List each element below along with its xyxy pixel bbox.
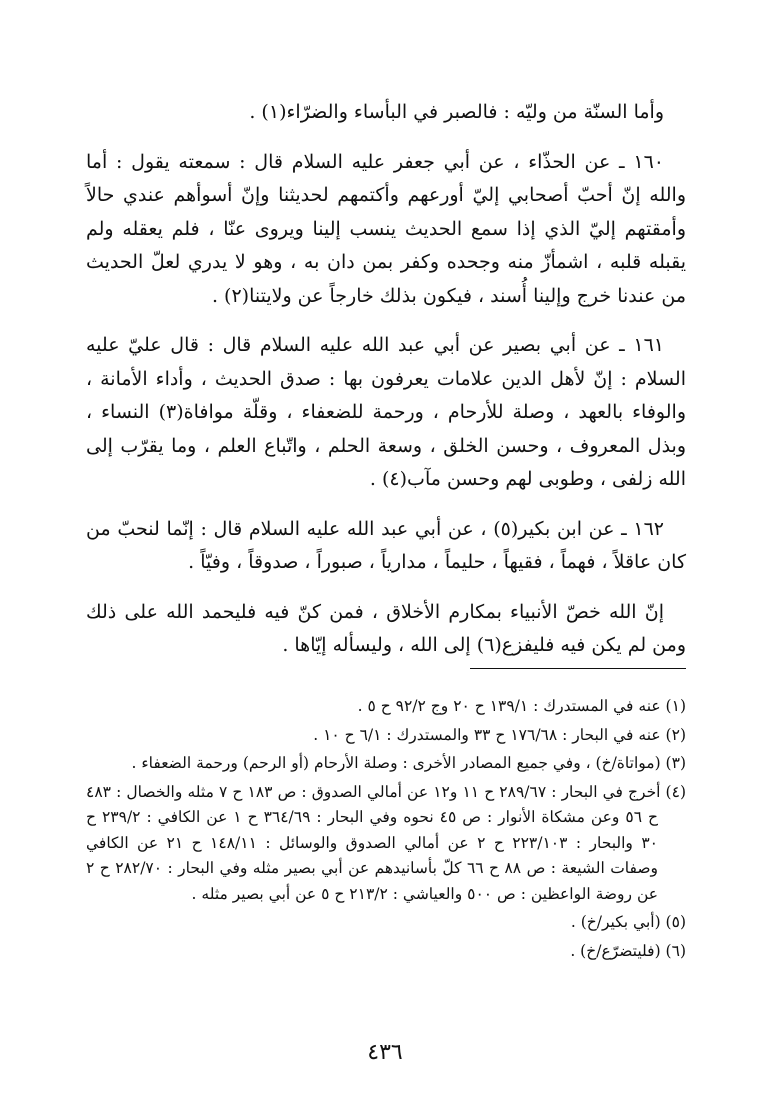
paragraph-hadith-161: ١٦١ ـ عن أبي بصير عن أبي عبد الله عليه السلام قال : قال عليّ عليه السلام : إنّ لأهل الدين علامات يعرفون بها : صدق الحديث ، وأداء الأمانة ، والوفاء بالعهد ، وصلة للأرحام ، ورحمة للضعفاء ، وقلّة موافاة(٣) النساء ، وبذل المعروف ، وحسن الخلق ، وسعة الحلم ، واتّباع العلم ، وما يقرّب إلى الله زلفى ، وطوبى لهم وحسن مآب(٤) . <box>86 334 687 490</box>
page-number: ٤٣٦ <box>367 1040 403 1065</box>
footnote-6: (٦) (فليتضرّع/خ) . <box>570 941 686 960</box>
paragraph-intro: وأما السنّة من وليّه : فالصبر في البأساء والضرّاء(١) . <box>249 101 664 123</box>
paragraph-hadith-162: ١٦٢ ـ عن ابن بكير(٥) ، عن أبي عبد الله عليه السلام قال : إنّما لنحبّ من كان عاقلاً ، فهماً ، فقيهاً ، حليماً ، مدارياً ، صبوراً ، صدوقاً ، وفيّاً . <box>86 517 686 573</box>
paragraph-hadith-160: ١٦٠ ـ عن الحذّاء ، عن أبي جعفر عليه السلام قال : سمعته يقول : أما والله إنّ أحبّ أصحابي إليّ أورعهم وأكتمهم لحديثنا وإنّ أسوأهم عندي حالاً وأمقتهم إليّ الذي إذا سمع الحديث ينسب إلينا ويروى عنّا ، فلم يعقله ولم يقبله قلبه ، اشمأزّ منه وجحده وكفر بمن دان به ، وهو لا يدري لعلّ الحديث من عندنا خرج وإلينا أُسند ، فيكون بذلك خارجاً عن ولايتنا(٢) . <box>86 150 686 307</box>
main-text <box>86 96 686 679</box>
footnote-separator <box>470 668 686 669</box>
footnotes <box>86 694 686 967</box>
paragraph-closing: إنّ الله خصّ الأنبياء بمكارم الأخلاق ، فمن كنّ فيه فليحمد الله على ذلك ومن لم يكن فيه فليفزع(٦) إلى الله ، وليسأله إيّاها . <box>86 600 686 656</box>
footnote-3: (٣) (مواتاة/خ) ، وفي جميع المصادر الأخرى : وصلة الأرحام (أو الرحم) ورحمة الضعفاء . <box>131 754 686 772</box>
footnote-4: (٤) أخرج في البحار : ٢٨٩/٦٧ ح ١١ و١٢ عن أمالي الصدوق : ص ١٨٣ ح ٧ مثله والخصال : ٤٨٣ ح ٥٦ وعن مشكاة الأنوار : ص ٤٥ نحوه وفي البحار : ٣٦٤/٦٩ ح ١ عن الكافي : ٢٣٩/٢ ح ٣٠ والبحار : ٢٢٣/١٠٣ ح ٢ عن أمالي الصدوق والوسائل : ١٤٨/١١ ح ٢١ عن الكافي وصفات الشيعة : ص ٨٨ ح ٦٦ كلّ بأسانيدهم عن أبي بصير مثله وفي البحار : ٢٨٢/٧٠ ح ٢ عن روضة الواعظين : ص ٥٠٠ والعياشي : ٢١٣/٢ ح ٥ عن أبي بصير مثله . <box>86 782 687 903</box>
footnote-1: (١) عنه في المستدرك : ١٣٩/١ ح ٢٠ وج ٩٢/٢ ح ٥ . <box>357 697 686 715</box>
footnote-5: (٥) (أبي بكير/خ) . <box>570 913 686 931</box>
footnote-2: (٢) عنه في البحار : ١٧٦/٦٨ ح ٣٣ والمستدرك : ٦/١ ح ١٠ . <box>313 725 686 744</box>
